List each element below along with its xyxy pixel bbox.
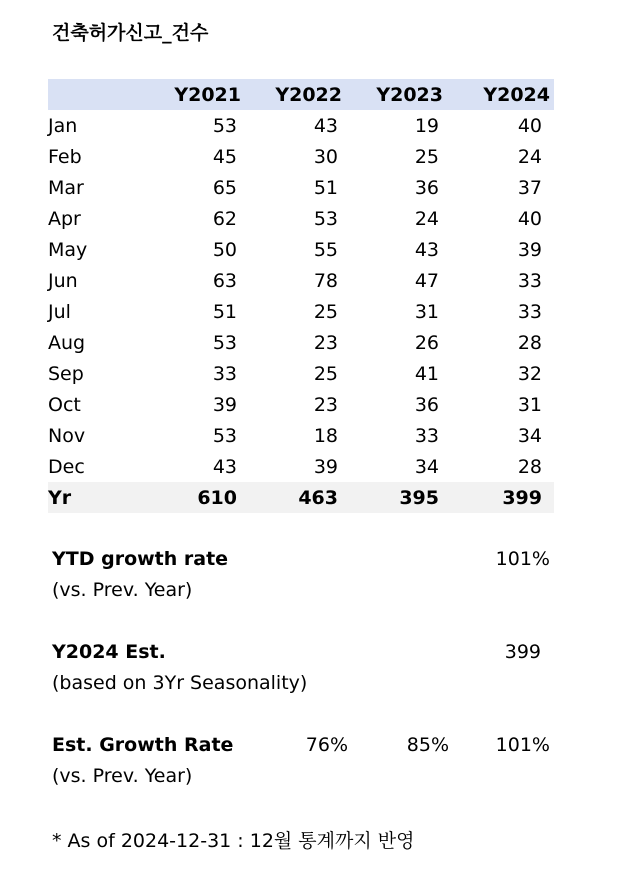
cell-value: 53 — [212, 114, 237, 137]
cell-value: 31 — [517, 393, 542, 416]
cell-value: 25 — [313, 362, 338, 385]
cell-value: 23 — [313, 393, 338, 416]
row-label: Feb — [48, 145, 82, 168]
est-growth-sublabel: (vs. Prev. Year) — [52, 765, 193, 787]
estimate-sublabel: (based on 3Yr Seasonality) — [52, 672, 308, 694]
table-header-row — [48, 79, 554, 110]
cell-value: 53 — [313, 207, 338, 230]
cell-value: 23 — [313, 331, 338, 354]
cell-value: 32 — [517, 362, 542, 385]
table-row — [48, 203, 554, 234]
cell-value: 25 — [313, 300, 338, 323]
cell-value: 51 — [313, 176, 338, 199]
ytd-growth-value: 101% — [495, 548, 550, 570]
cell-value: 24 — [517, 145, 542, 168]
table-row — [48, 265, 554, 296]
cell-value: 43 — [313, 114, 338, 137]
cell-value: 40 — [517, 114, 542, 137]
cell-value: 399 — [502, 486, 542, 509]
estimate-value: 399 — [504, 641, 541, 663]
cell-value: 63 — [212, 269, 237, 292]
cell-value: 62 — [212, 207, 237, 230]
est-growth-value-y2024: 101% — [495, 734, 550, 756]
cell-value: 33 — [517, 269, 542, 292]
row-label: Sep — [48, 362, 84, 385]
row-label: May — [48, 238, 88, 261]
cell-value: 41 — [414, 362, 439, 385]
cell-value: 33 — [517, 300, 542, 323]
cell-value: 65 — [212, 176, 237, 199]
footnote: * As of 2024-12-31 : 12월 통계까지 반영 — [52, 830, 415, 852]
row-label: Yr — [48, 486, 72, 509]
table-row — [48, 110, 554, 141]
cell-value: 31 — [414, 300, 439, 323]
row-label: Nov — [48, 424, 86, 447]
cell-value: 40 — [517, 207, 542, 230]
cell-value: 24 — [414, 207, 439, 230]
cell-value: 34 — [517, 424, 542, 447]
table-row — [48, 141, 554, 172]
cell-value: 43 — [212, 455, 237, 478]
cell-value: 28 — [517, 331, 542, 354]
header-cell-empty — [48, 79, 148, 110]
table-row — [48, 296, 554, 327]
cell-value: 37 — [517, 176, 542, 199]
cell-value: 55 — [313, 238, 338, 261]
monthly-data-table — [48, 79, 554, 513]
row-label: Dec — [48, 455, 85, 478]
table-row — [48, 420, 554, 451]
cell-value: 39 — [212, 393, 237, 416]
table-row — [48, 389, 554, 420]
cell-value: 43 — [414, 238, 439, 261]
row-label: Apr — [48, 207, 81, 230]
cell-value: 50 — [212, 238, 237, 261]
cell-value: 36 — [414, 176, 439, 199]
cell-value: 47 — [414, 269, 439, 292]
est-growth-value-y2023: 85% — [406, 734, 449, 756]
cell-value: 36 — [414, 393, 439, 416]
total-row — [48, 482, 554, 513]
cell-value: 28 — [517, 455, 542, 478]
estimate-label: Y2024 Est. — [52, 641, 166, 663]
sheet-title: 건축허가신고_건수 — [52, 22, 209, 44]
ytd-growth-label: YTD growth rate — [52, 548, 229, 570]
cell-value: 45 — [212, 145, 237, 168]
cell-value: 53 — [212, 331, 237, 354]
cell-value: 53 — [212, 424, 237, 447]
row-label: Oct — [48, 393, 81, 416]
row-label: Jul — [48, 300, 71, 323]
header-cell-y2021: Y2021 — [174, 83, 241, 106]
cell-value: 39 — [517, 238, 542, 261]
table-row — [48, 451, 554, 482]
header-cell-y2023: Y2023 — [376, 83, 443, 106]
table-row — [48, 172, 554, 203]
row-label: Jun — [48, 269, 78, 292]
header-cell-y2022: Y2022 — [275, 83, 342, 106]
row-label: Aug — [48, 331, 86, 354]
cell-value: 51 — [212, 300, 237, 323]
table-row — [48, 358, 554, 389]
table-row — [48, 327, 554, 358]
cell-value: 19 — [414, 114, 439, 137]
cell-value: 34 — [414, 455, 439, 478]
cell-value: 26 — [414, 331, 439, 354]
cell-value: 33 — [212, 362, 237, 385]
cell-value: 78 — [313, 269, 338, 292]
row-label: Mar — [48, 176, 84, 199]
cell-value: 463 — [298, 486, 338, 509]
cell-value: 33 — [414, 424, 439, 447]
header-cell-y2024: Y2024 — [483, 83, 550, 106]
est-growth-label: Est. Growth Rate — [52, 734, 234, 756]
row-label: Jan — [48, 114, 78, 137]
cell-value: 610 — [197, 486, 237, 509]
table-row — [48, 234, 554, 265]
ytd-growth-sublabel: (vs. Prev. Year) — [52, 579, 193, 601]
cell-value: 25 — [414, 145, 439, 168]
cell-value: 18 — [313, 424, 338, 447]
est-growth-value-y2022: 76% — [305, 734, 348, 756]
cell-value: 395 — [399, 486, 439, 509]
cell-value: 39 — [313, 455, 338, 478]
cell-value: 30 — [313, 145, 338, 168]
